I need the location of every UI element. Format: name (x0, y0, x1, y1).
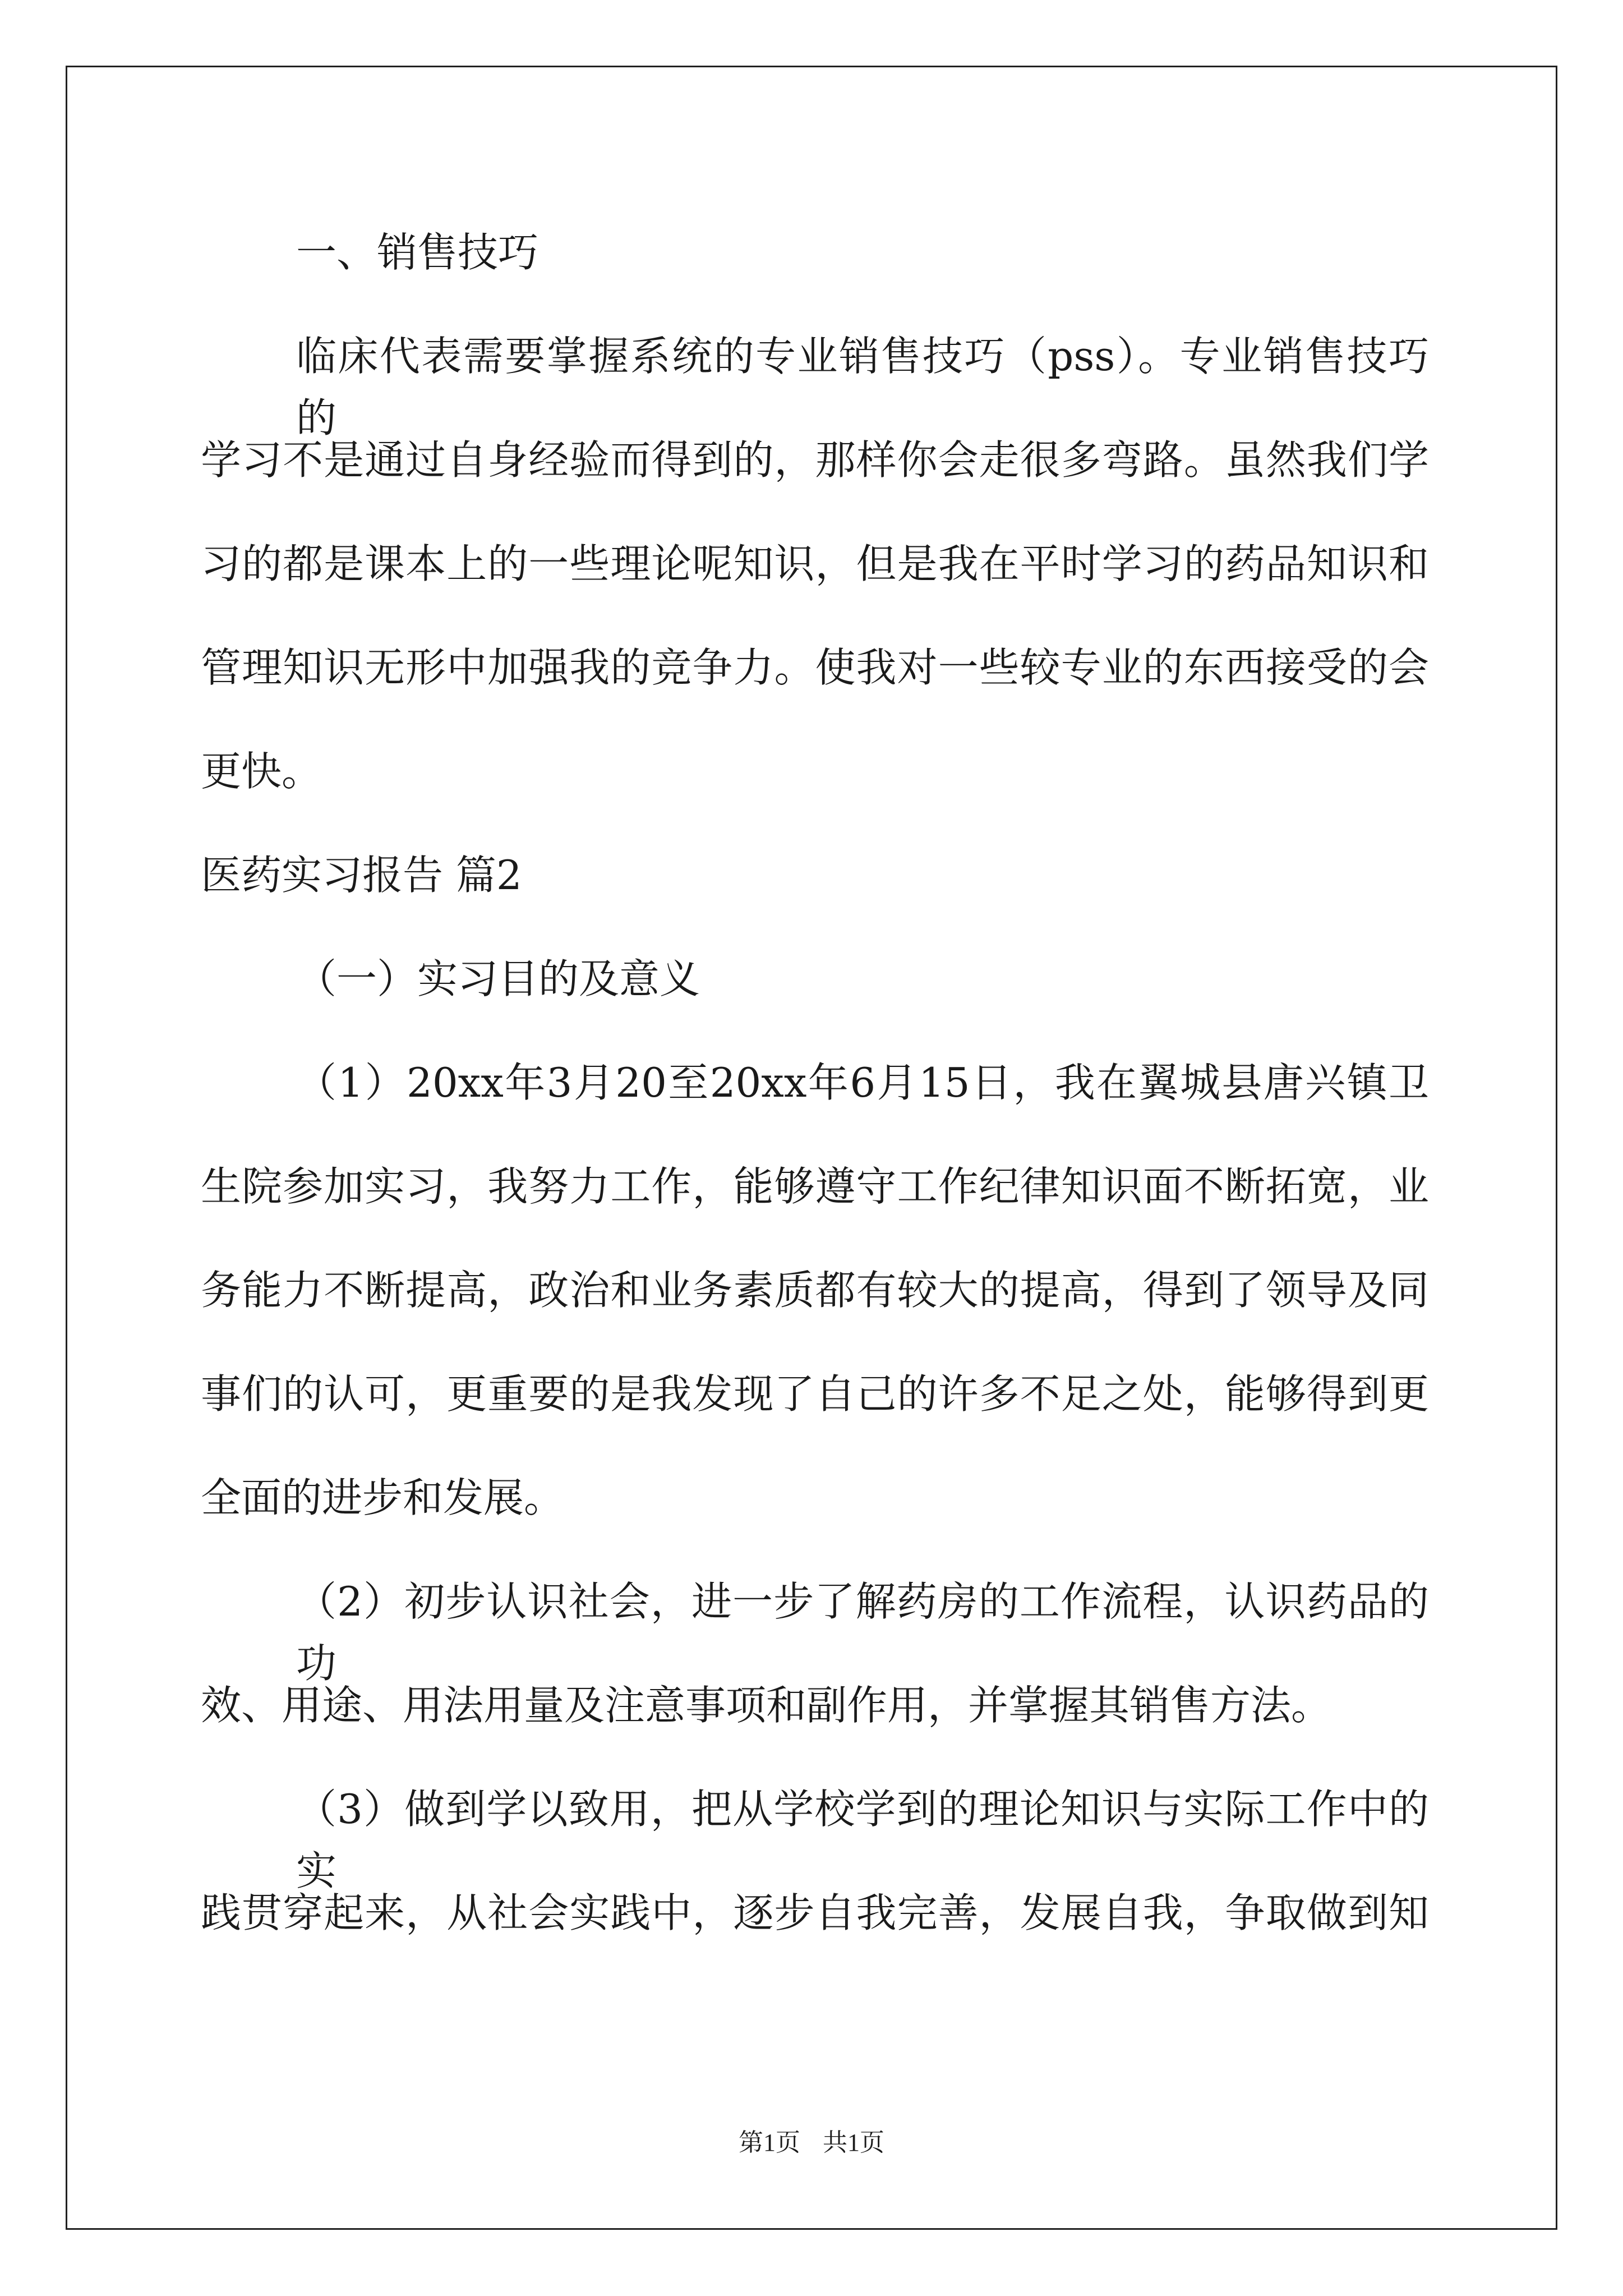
page-number-total: 共1页 (823, 2129, 884, 2156)
page-footer (0, 2126, 1623, 2160)
paragraph-line: 事们的认可，更重要的是我发现了自己的许多不足之处，能够得到更 (201, 1370, 1429, 1418)
paragraph-line: （1）20xx年3月20至20xx年6月15日，我在翼城县唐兴镇卫 (296, 1059, 1429, 1106)
paragraph-line: 生院参加实习，我努力工作，能够遵守工作纪律知识面不断拓宽，业 (201, 1163, 1429, 1210)
paragraph-line: 更快。 (201, 748, 322, 795)
paragraph-line: 效、用途、用法用量及注意事项和副作用，并掌握其销售方法。 (201, 1682, 1332, 1729)
paragraph-line: 务能力不断提高，政治和业务素质都有较大的提高，得到了领导及同 (201, 1267, 1429, 1314)
subheading: （一）实习目的及意义 (296, 955, 700, 1002)
paragraph-line: 全面的进步和发展。 (201, 1474, 565, 1521)
paragraph-line: 临床代表需要掌握系统的专业销售技巧（pss）。专业销售技巧的 (296, 333, 1429, 441)
paragraph-line: 践贯穿起来，从社会实践中，逐步自我完善，发展自我，争取做到知 (201, 1889, 1429, 1936)
page-number-current: 第1页 (739, 2129, 800, 2156)
heading-sales-techniques: 一、销售技巧 (296, 229, 539, 276)
paragraph-line: 学习不是通过自身经验而得到的，那样你会走很多弯路。虽然我们学 (201, 436, 1429, 484)
paragraph-line: 管理知识无形中加强我的竞争力。使我对一些较专业的东西接受的会 (201, 644, 1429, 691)
paragraph-line: （3）做到学以致用，把从学校学到的理论知识与实际工作中的实 (296, 1786, 1429, 1894)
section-title: 医药实习报告 篇2 (201, 852, 522, 899)
paragraph-line: 习的都是课本上的一些理论呢知识，但是我在平时学习的药品知识和 (201, 540, 1429, 587)
paragraph-line: （2）初步认识社会，进一步了解药房的工作流程，认识药品的功 (296, 1578, 1429, 1687)
